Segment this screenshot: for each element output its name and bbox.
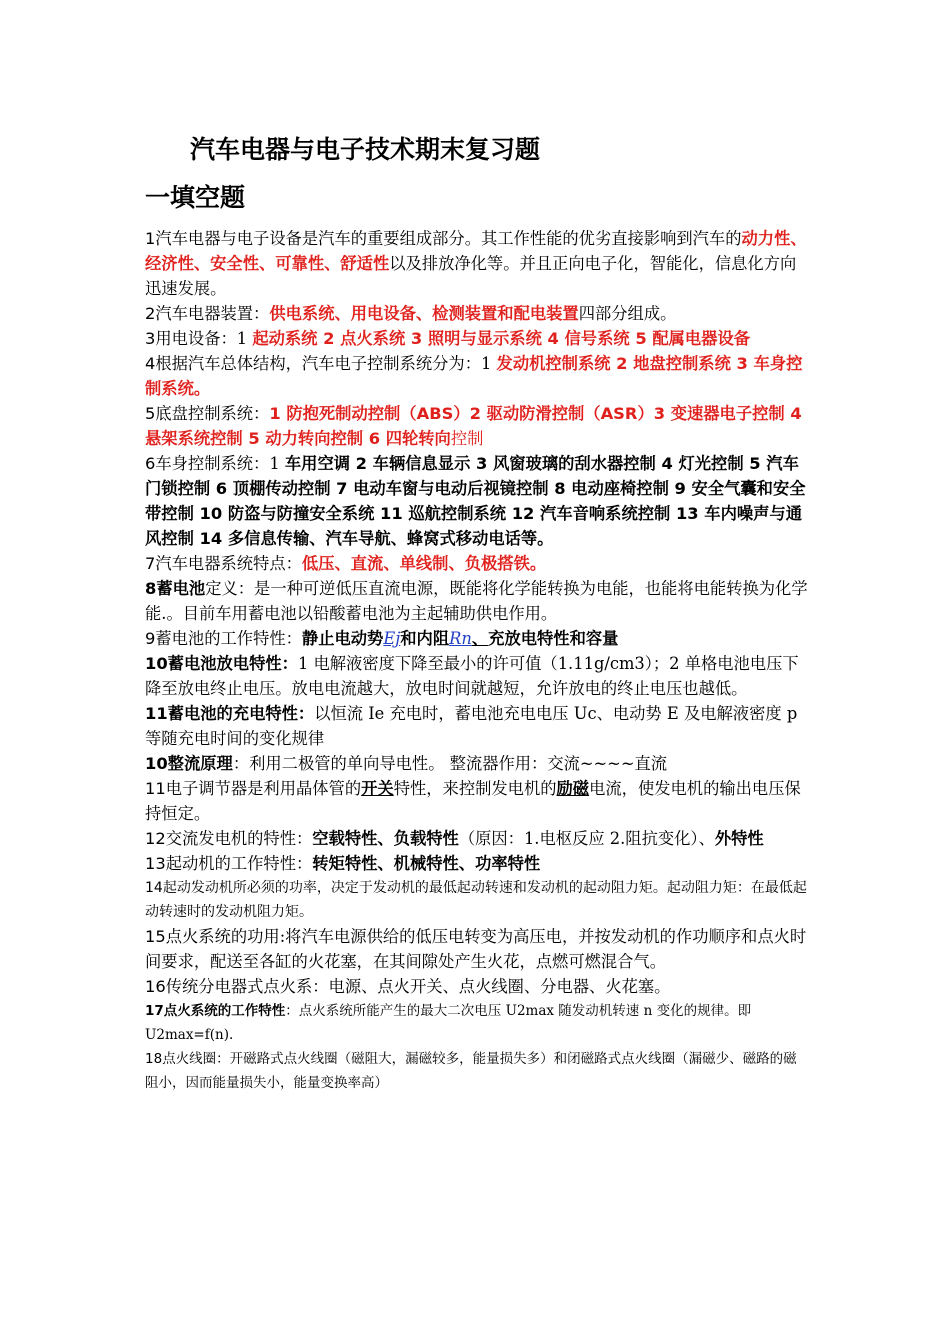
question-11b	[145, 776, 810, 826]
q9-b1: 静止电动势	[301, 629, 384, 648]
q11b-num: 11	[145, 779, 166, 798]
q11a-bold: 蓄电池的充电特性：	[167, 704, 315, 723]
q4-num: 4	[145, 354, 156, 373]
q6-bold: 车用空调 2 车辆信息显示 3 风窗玻璃的刮水器控制 4 灯光控制 5 汽车门锁控制 6 顶棚传动控制 7 电动车窗与电动后视镜控制 8 电动座椅控制 9 安全气囊和安全带控制 10 防盗与防撞安全系统 11 巡航控制系统 12 汽车音响系统控制 13 车内噪声与通风控制 14 多信息传输、汽车导航、蜂窝式移动电话等。	[145, 454, 806, 548]
q10a-bold: 蓄电池放电特性：	[167, 654, 298, 673]
q7-red: 低压、直流、单线制、负极搭铁。	[301, 554, 547, 573]
q10a-num: 10	[145, 654, 168, 673]
question-18	[145, 1047, 810, 1095]
document-page	[145, 130, 810, 1095]
q9-b4: 充放电特性和容量	[488, 629, 619, 648]
q2-pre: 汽车电器装置：	[155, 304, 270, 323]
q12-bold: 空载特性、负载特性	[312, 829, 459, 848]
q3-pre: 用电设备：1	[155, 329, 253, 348]
question-17	[145, 999, 810, 1047]
q16-num: 16	[145, 977, 166, 996]
q1-num: 1	[145, 229, 156, 248]
q7-num: 7	[145, 554, 156, 573]
q6-num: 6	[145, 454, 156, 473]
q9-num: 9	[145, 629, 156, 648]
question-8	[145, 576, 810, 626]
section-heading: 一填空题	[145, 183, 246, 212]
q18-num: 18	[145, 1051, 163, 1067]
q13-bold: 转矩特性、机械特性、功率特性	[312, 854, 541, 873]
q2-post: 四部分组成。	[578, 304, 677, 323]
q10b-num: 10	[145, 754, 168, 773]
question-10b	[145, 751, 810, 776]
q3-red: 起动系统 2 点火系统 3 照明与显示系统 4 信号系统 5 配属电器设备	[252, 329, 751, 348]
question-14	[145, 876, 810, 924]
q17-bold: 点火系统的工作特性	[163, 1003, 286, 1019]
q8-num: 8	[145, 579, 157, 598]
q12-pre: 交流发电机的特性：	[165, 829, 313, 848]
q1-post: 以及排放净化等。并且正向电子化，智能化，信息化方向迅速发展。	[145, 254, 797, 298]
q13-num: 13	[145, 854, 166, 873]
q5-red: 1 防抱死制动控制（ABS）2 驱动防滑控制（ASR）3 变速器电子控制 4 悬架系统控制 5 动力转向控制 6 四轮转向	[145, 404, 802, 448]
q9-b2: 和内阻	[400, 629, 450, 648]
q1-red: 动力性、经济性、安全性、可靠性、舒适性	[145, 229, 807, 273]
question-7	[145, 551, 810, 576]
q11b-pre: 电子调节器是利用晶体管的	[165, 779, 362, 798]
q12-num: 12	[145, 829, 166, 848]
question-10a	[145, 651, 810, 701]
question-16	[145, 974, 810, 999]
q11a-num: 11	[145, 704, 168, 723]
q9-pre: 蓄电池的工作特性：	[155, 629, 302, 648]
q9-b3: 、	[471, 629, 489, 648]
q1-pre: 汽车电器与电子设备是汽车的重要组成部分。其工作性能的优劣直接影响到汽车的	[155, 229, 742, 248]
q11b-u1: 开关	[361, 779, 394, 798]
q5-red2: 控制	[450, 429, 484, 448]
question-4	[145, 351, 810, 401]
question-1	[145, 226, 810, 301]
q9-ej-symbol: Ej	[383, 629, 401, 648]
q8-bold: 蓄电池	[156, 579, 206, 598]
q3-num: 3	[145, 329, 156, 348]
q14-text: 起动发动机所必须的功率，决定于发动机的最低起动转速和发动机的起动阻力矩。起动阻力矩：在最低起动转速时的发动机阻力矩。	[145, 880, 807, 920]
q12-bold2: 外特性	[714, 829, 764, 848]
q7-pre: 汽车电器系统特点：	[155, 554, 302, 573]
question-11a	[145, 701, 810, 751]
q18-text: 点火线圈：开磁路式点火线圈（磁阻大，漏磁较多，能量损失多）和闭磁路式点火线圈（漏磁少、磁路的磁阻小，因而能量损失小，能量变换率高）	[145, 1051, 797, 1091]
question-12	[145, 826, 810, 851]
question-15	[145, 924, 810, 974]
q16-text: 传统分电器式点火系：电源、点火开关、点火线圈、分电器、火花塞。	[165, 977, 671, 996]
question-2	[145, 301, 810, 326]
q11b-mid: 特性，来控制发电机的	[393, 779, 557, 798]
q15-num: 15	[145, 927, 166, 946]
q12-mid: （原因：1.电枢反应 2.阻抗变化）、	[458, 829, 715, 848]
q10b-bold: 整流原理	[167, 754, 233, 773]
q9-rn-symbol: Rn	[449, 629, 472, 648]
q14-num: 14	[145, 880, 163, 896]
page-title: 汽车电器与电子技术期末复习题	[190, 135, 541, 164]
question-6	[145, 451, 810, 551]
q11b-u2: 励磁	[556, 779, 590, 798]
q6-pre: 车身控制系统：1	[155, 454, 285, 473]
q17-post: ：点火系统所能产生的最大二次电压 U2max 随发动机转速 n 变化的规律。即 U2max=f(n).	[145, 1003, 752, 1043]
q10b-post: ：利用二极管的单向导电性。 整流器作用：交流~~~~直流	[232, 754, 668, 773]
q15-text: 点火系统的功用:将汽车电源供给的低压电转变为高压电，并按发动机的作功顺序和点火时间要求，配送至各缸的火花塞，在其间隙处产生火花，点燃可燃混合气。	[145, 927, 807, 971]
q13-pre: 起动机的工作特性：	[165, 854, 313, 873]
question-9	[145, 626, 810, 651]
q4-red: 发动机控制系统 2 地盘控制系统 3 车身控制系统。	[145, 354, 803, 398]
question-3	[145, 326, 810, 351]
q10a-post: 1 电解液密度下降至最小的许可值（1.11g/cm3）；2 单格电池电压下降至放电终止电压。放电电流越大，放电时间就越短，允许放电的终止电压也越低。	[145, 654, 799, 698]
q17-num: 17	[145, 1003, 164, 1019]
q2-num: 2	[145, 304, 156, 323]
q4-pre: 根据汽车总体结构，汽车电子控制系统分为：1	[155, 354, 497, 373]
q11b-post: 电流，使发电机的输出电压保持恒定。	[145, 779, 801, 823]
question-5	[145, 401, 810, 451]
q5-pre: 底盘控制系统：	[155, 404, 270, 423]
q11a-post: 以恒流 Ie 充电时，蓄电池充电电压 Uc、电动势 E 及电解液密度 p 等随充电时间的变化规律	[145, 704, 798, 748]
question-13	[145, 851, 810, 876]
q8-post: 定义：是一种可逆低压直流电源，既能将化学能转换为电能，也能将电能转换为化学能.。目前车用蓄电池以铅酸蓄电池为主起辅助供电作用。	[145, 579, 808, 623]
q5-num: 5	[145, 404, 156, 423]
q2-red: 供电系统、用电设备、检测装置和配电装置	[269, 304, 579, 323]
